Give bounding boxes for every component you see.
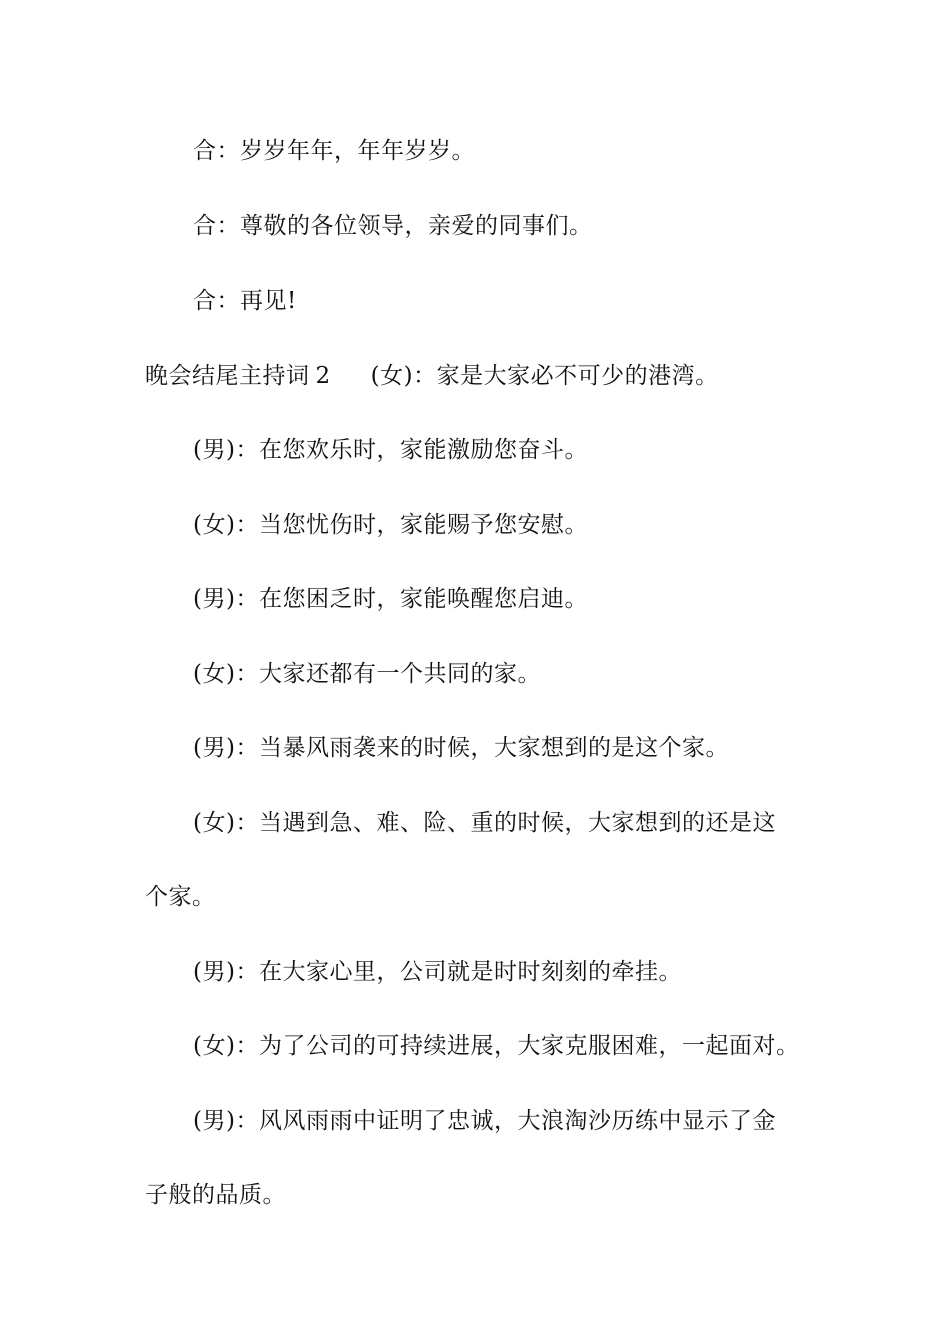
section-heading-line — [145, 361, 825, 391]
paragraph-line: (女)：大家还都有一个共同的家。 — [193, 661, 541, 687]
paragraph-line: (女)：当您忧伤时，家能赐予您安慰。 — [193, 512, 588, 538]
paragraph-line: 合：岁岁年年，年年岁岁。 — [193, 138, 475, 164]
paragraph-line: (男)：在您困乏时，家能唤醒您启迪。 — [193, 586, 588, 612]
paragraph-line: (男)：当暴风雨袭来的时候，大家想到的是这个家。 — [193, 735, 729, 761]
paragraph-line-continuation: 个家。 — [145, 884, 216, 910]
section-number: 2 — [315, 363, 331, 389]
paragraph-line: 合：再见! — [193, 288, 297, 314]
section-first-line: (女)：家是大家必不可少的港湾。 — [370, 363, 719, 389]
section-title: 晚会结尾主持词 — [145, 363, 310, 389]
paragraph-line: (女)：当遇到急、难、险、重的时候，大家想到的还是这 — [193, 810, 776, 836]
paragraph-line: (男)：在大家心里，公司就是时时刻刻的牵挂。 — [193, 959, 682, 985]
paragraph-line-continuation: 子般的品质。 — [145, 1182, 286, 1208]
paragraph-line: 合：尊敬的各位领导，亲爱的同事们。 — [193, 213, 593, 239]
paragraph-line: (女)：为了公司的可持续进展，大家克服困难，一起面对。 — [193, 1033, 800, 1059]
paragraph-line: (男)：在您欢乐时，家能激励您奋斗。 — [193, 437, 588, 463]
paragraph-line: (男)：风风雨雨中证明了忠诚，大浪淘沙历练中显示了金 — [193, 1108, 776, 1134]
